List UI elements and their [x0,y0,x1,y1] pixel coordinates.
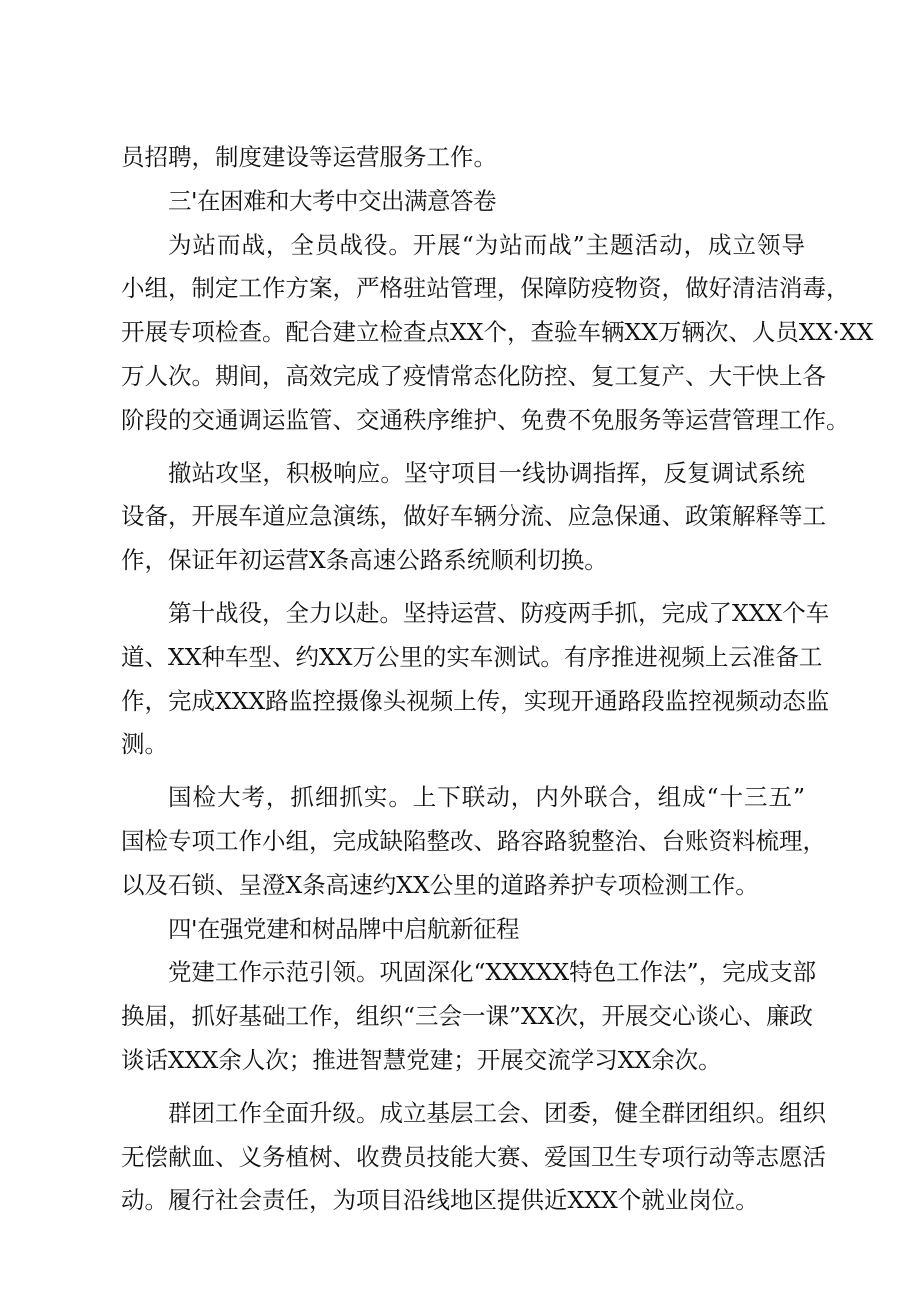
section-heading: 四'在强党建和树品牌中启航新征程 [168,914,519,943]
paragraph-line: 群团工作全面升级。成立基层工会、团委，健全群团组织。组织 [168,1098,826,1127]
paragraph-line: 作，完成XXX路监控摄像头视频上传，实现开通路段监控视频动态监 [121,686,830,715]
paragraph-line: 万人次。期间，高效完成了疫情常态化防控、复工复产、大干快上各 [121,361,826,390]
paragraph-line: 开展专项检查。配合建立检查点XX个，查验车辆XX万辆次、人员XX·XX [121,318,874,347]
paragraph-line: 国检专项工作小组，完成缺陷整改、路容路貌整治、台账资料梳理， [121,826,826,855]
paragraph-line: 国检大考，抓细抓实。上下联动，内外联合，组成“十三五” [168,783,805,812]
paragraph-line: 道、XX种车型、约XX万公里的实车测试。有序推进视频上云准备工 [121,642,823,671]
paragraph-line: 员招聘，制度建设等运营服务工作。 [121,143,497,171]
paragraph-line: 作，保证年初运营X条高速公路系统顺利切换。 [121,546,608,575]
paragraph-line: 换届，抓好基础工作，组织“三会一课”XX次，开展交心谈心、廉政 [121,1002,813,1031]
paragraph-line: 谈话XXX余人次；推进智慧党建；开展交流学习XX余次。 [121,1045,722,1074]
paragraph-line: 党建工作示范引领。巩固深化“XXXXX特色工作法”，完成支部 [168,958,817,987]
paragraph-line: 测。 [121,730,168,759]
paragraph-line: 第十战役，全力以赴。坚持运营、防疫两手抓，完成了XXX个车 [168,598,830,627]
paragraph-line: 小组，制定工作方案，严格驻站管理，保障防疫物资，做好清洁消毒， [121,274,850,303]
paragraph-line: 为站而战，全员战役。开展“为站而战”主题活动，成立领导 [168,230,805,259]
paragraph-line: 无偿献血、义务植树、收费员技能大赛、爱国卫生专项行动等志愿活 [121,1142,826,1171]
paragraph-line: 动。履行社会责任，为项目沿线地区提供近XXX个就业岗位。 [121,1186,759,1215]
document-body [121,136,874,1223]
section-heading: 三'在困难和大考中交出满意答卷 [168,186,496,215]
paragraph-line: 以及石锁、呈澄X条高速约XX公里的道路养护专项检测工作。 [121,870,759,899]
paragraph-line: 设备，开展车道应急演练，做好车辆分流、应急保通、政策解释等工 [121,502,826,531]
paragraph-line: 阶段的交通调运监管、交通秩序维护、免费不免服务等运营管理工作。 [121,405,850,434]
paragraph-line: 撤站攻坚，积极响应。坚守项目一线协调指挥，反复调试系统 [168,458,805,487]
